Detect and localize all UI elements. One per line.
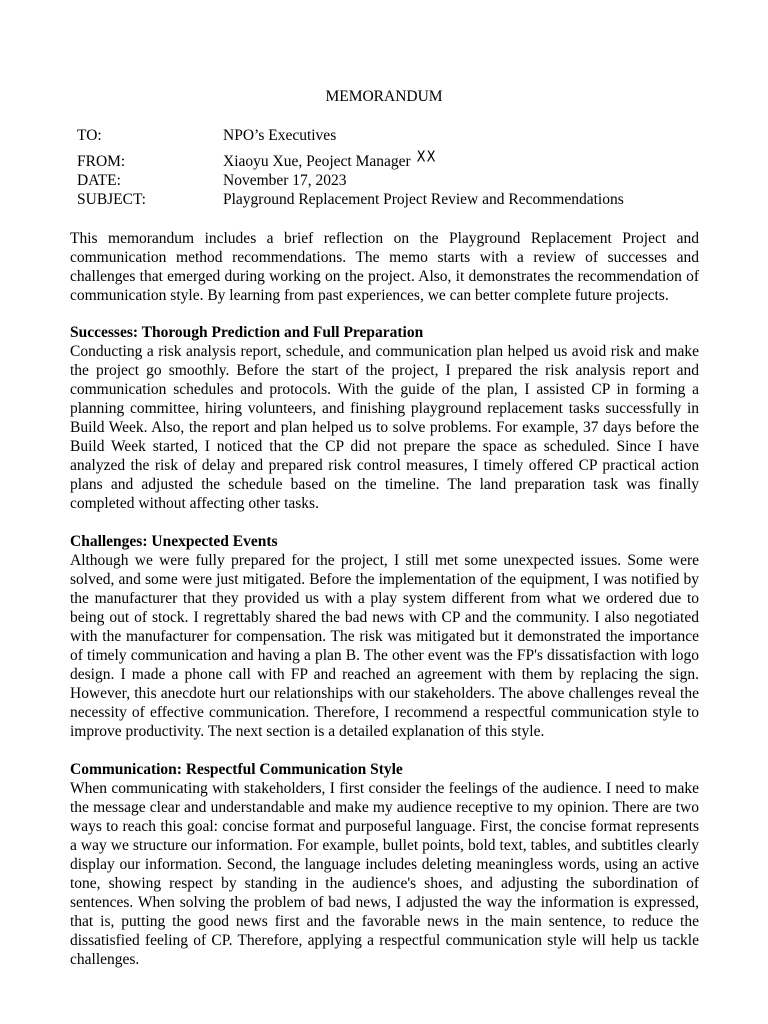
author-initials-signature: XX [416,148,437,167]
successes-heading: Successes: Thorough Prediction and Full Preparation [70,324,424,341]
date-label: DATE: [77,172,121,189]
communication-section [70,760,699,969]
challenges-section [70,532,699,741]
header-from-row [77,148,437,171]
from-value: Xiaoyu Xue, Peoject Manager [223,153,411,170]
communication-paragraph: When communicating with stakeholders, I first consider the feelings of the audience. I need to make the message clear and understandable and make my audience receptive to my opinion. There are two ways to reach this goal: concise format and purposeful language. First, the concise format represents a way we structure our information. For example, bullet points, bold text, tables, and subtitles clearly display our information. Second, the language includes deleting meaningless words, using an active tone, showing respect by standing in the audience's shoes, and adjusting the subordination of sentences. When solving the problem of bad news, I adjusted the way the information is expressed, that is, putting the good news first and the favorable news in the main sentence, to reduce the dissatisfied feeling of CP. Therefore, applying a respectful communication style will help us tackle challenges. [70,780,699,968]
communication-heading: Communication: Respectful Communication Style [70,761,403,778]
subject-value: Playground Replacement Project Review and Recommendations [223,191,624,208]
successes-section [70,323,699,513]
challenges-heading: Challenges: Unexpected Events [70,533,278,550]
header-date-row [77,172,347,190]
to-label: TO: [77,127,102,144]
intro-paragraph: This memorandum includes a brief reflection on the Playground Replacement Project and communication method recommendations. The memo starts with a review of successes and challenges that emerged during working on the project. Also, it demonstrates the recommendation of communication style. By learning from past experiences, we can better complete future projects. [70,230,699,304]
to-value: NPO’s Executives [223,127,337,144]
memo-title: MEMORANDUM [325,88,443,105]
successes-paragraph: Conducting a risk analysis report, schedule, and communication plan helped us avoid risk and make the project go smoothly. Before the start of the project, I prepared the risk analysis report and communication schedules and protocols. With the guide of the plan, I assisted CP in forming a planning committee, hiring volunteers, and finishing playground replacement tasks successfully in Build Week. Also, the report and plan helped us to solve problems. For example, 37 days before the Build Week started, I noticed that the CP did not prepare the space as scheduled. Since I have analyzed the risk of delay and prepared risk control measures, I timely offered CP practical action plans and adjusted the schedule based on the timeline. The land preparation task was finally completed without affecting other tasks. [70,343,699,512]
intro-section [70,229,699,305]
date-value: November 17, 2023 [223,172,347,189]
subject-label: SUBJECT: [77,191,146,208]
challenges-paragraph: Although we were fully prepared for the project, I still met some unexpected issues. Some were solved, and some were just mitigated. Before the implementation of the equipment, I was notified by the manufacturer that they provided us with a play system different from what we ordered due to being out of stock. I regrettably shared the bad news with CP and the community. I also negotiated with the manufacturer for compensation. The risk was mitigated but it demonstrated the importance of timely communication and having a plan B. The other event was the FP's dissatisfaction with logo design. I made a phone call with FP and reached an agreement with them by replacing the sign. However, this anecdote hurt our relationships with our stakeholders. The above challenges reveal the necessity of effective communication. Therefore, I recommend a respectful communication style to improve productivity. The next section is a detailed explanation of this style. [70,552,699,740]
from-label: FROM: [77,153,126,170]
header-to-row [77,127,336,145]
header-subject-row [77,191,624,209]
